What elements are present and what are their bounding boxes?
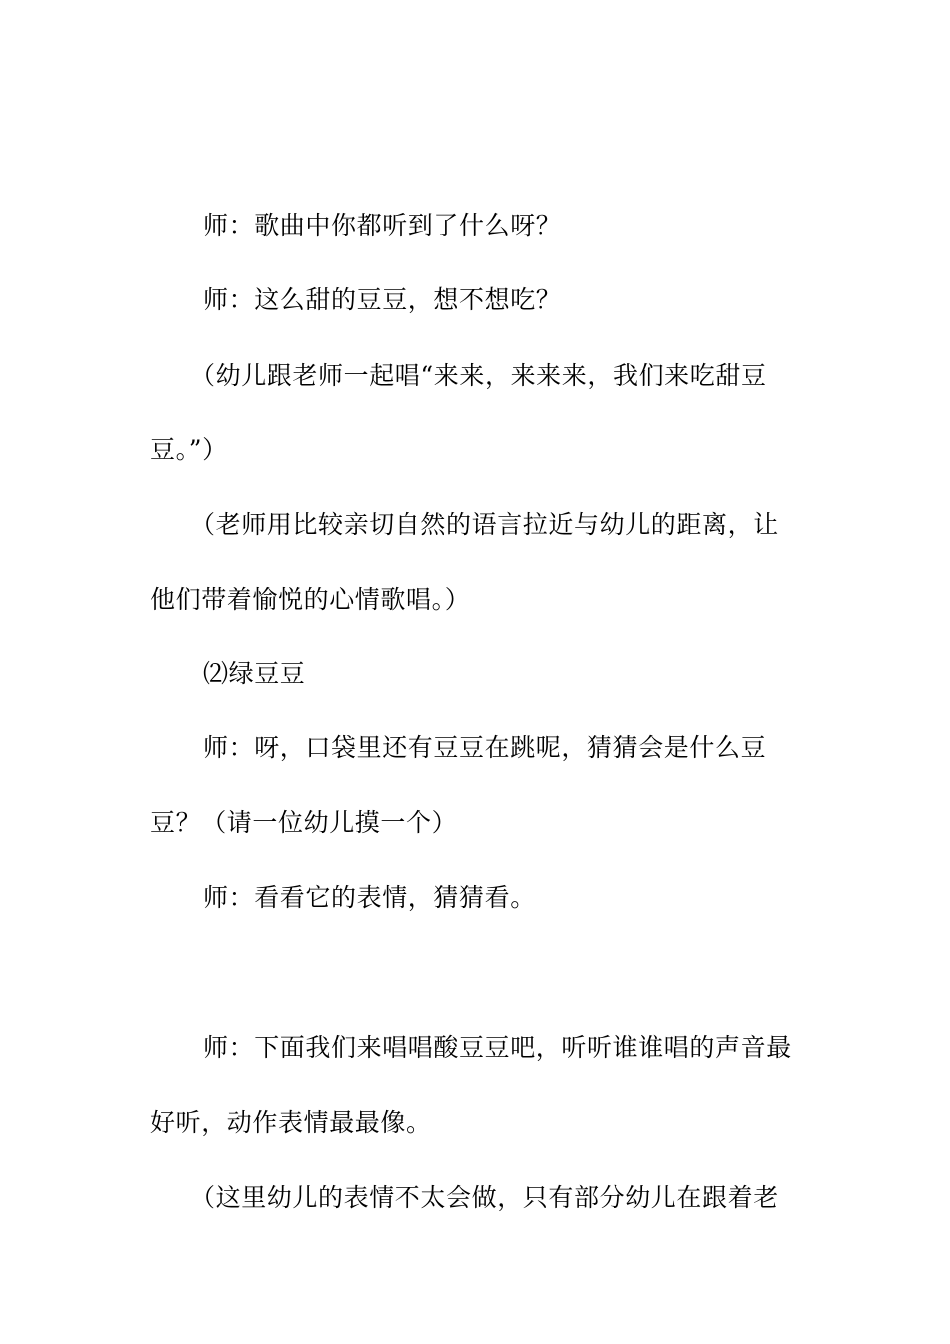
paragraph-line: 师：呀，口袋里还有豆豆在跳呢，猜猜会是什么豆 — [203, 733, 767, 762]
paragraph-line: 师：看看它的表情，猜猜看。 — [203, 883, 536, 912]
paragraph-line: （老师用比较亲切自然的语言拉近与幼儿的距离，让 — [190, 510, 779, 539]
paragraph-line: 师：歌曲中你都听到了什么呀？ — [203, 211, 562, 240]
paragraph-line: （这里幼儿的表情不太会做，只有部分幼儿在跟着老 — [190, 1183, 779, 1212]
paragraph-line: 豆？（请一位幼儿摸一个） — [150, 808, 458, 837]
paragraph-line: 豆。”） — [150, 435, 228, 464]
paragraph-line: 好听，动作表情最最像。 — [150, 1108, 432, 1137]
paragraph-line: 他们带着愉悦的心情歌唱。） — [150, 585, 471, 614]
section-heading: ⑵绿豆豆 — [203, 659, 306, 688]
paragraph-line: 师：下面我们来唱唱酸豆豆吧，听听谁谁唱的声音最 — [203, 1033, 792, 1062]
paragraph-line: 师：这么甜的豆豆，想不想吃？ — [203, 285, 562, 314]
paragraph-line: （幼儿跟老师一起唱“来来，来来来，我们来吃甜豆 — [190, 361, 767, 390]
